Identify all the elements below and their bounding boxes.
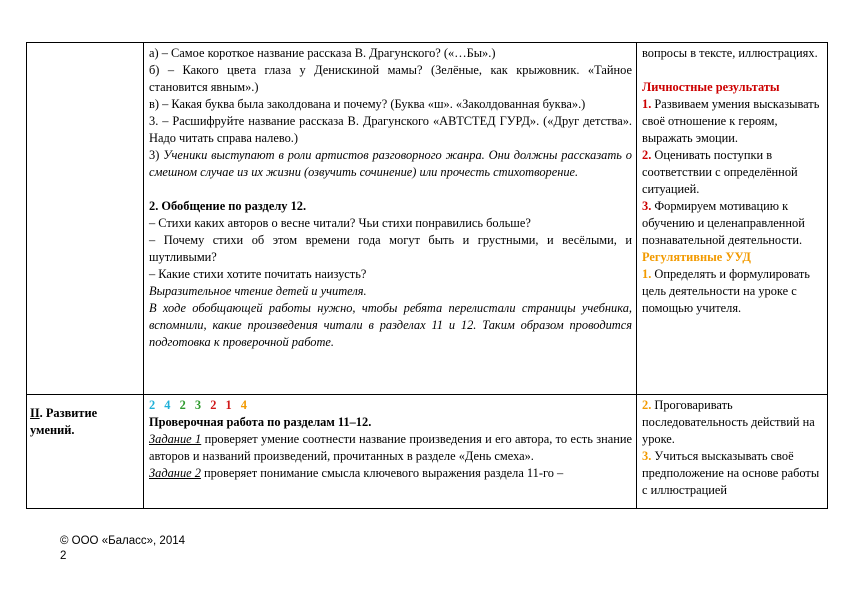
outcome-number: 1. bbox=[642, 267, 652, 281]
outcome-text: Определять и формулировать цель деятельности на уроке с помощью учителя. bbox=[642, 267, 810, 315]
activity-paragraph: а) – Самое короткое название рассказа В. Драгунского? («…Бы».) bbox=[149, 46, 496, 60]
item-text: Ученики выступают в роли артистов разговорного жанра. Они должны рассказать о смешном случае из их жизни (озвучить сочинение) или прочесть стихотворение. bbox=[149, 148, 632, 179]
task-1-label: Задание 1 bbox=[149, 432, 202, 446]
level-number: 2 bbox=[210, 398, 226, 412]
difficulty-levels bbox=[149, 397, 632, 414]
outcome-text: Формируем мотивацию к обучению и целенаправленной познавательной деятельности. bbox=[642, 199, 805, 247]
stage-cell bbox=[27, 43, 144, 395]
personal-results-list bbox=[642, 96, 823, 249]
outcomes-intro: вопросы в тексте, иллюстрациях. bbox=[642, 46, 818, 60]
page-number: 2 bbox=[60, 550, 67, 562]
regulative-uud-list bbox=[642, 266, 823, 317]
outcomes-text bbox=[637, 395, 827, 499]
stage-label bbox=[27, 395, 143, 439]
activity-cell bbox=[144, 43, 637, 395]
stage-roman-numeral: II bbox=[30, 406, 40, 420]
activity-paragraph bbox=[149, 147, 632, 181]
table-row bbox=[27, 395, 828, 509]
activity-paragraph: 3. – Расшифруйте название рассказа В. Драгунского «АВТСТЕД ГУРД». («Друг детства». Надо читать справа налево.) bbox=[149, 114, 632, 145]
activity-paragraph: 2. Обобщение по разделу 12. bbox=[149, 199, 307, 213]
stage-cell bbox=[27, 395, 144, 509]
activity-paragraph: Выразительное чтение детей и учителя. bbox=[149, 284, 367, 298]
task-2-label: Задание 2 bbox=[149, 466, 201, 480]
test-heading: Проверочная работа по разделам 11–12. bbox=[149, 415, 372, 429]
outcome-number: 2. bbox=[642, 148, 652, 162]
activity-text bbox=[144, 43, 636, 351]
activity-paragraph: – Стихи каких авторов о весне читали? Чьи стихи понравились больше? bbox=[149, 216, 531, 230]
outcome-text: Развиваем умения высказывать своё отношение к героям, выражать эмоции. bbox=[642, 97, 820, 145]
outcome-item bbox=[642, 198, 823, 249]
activity-text bbox=[144, 395, 636, 482]
activity-cell bbox=[144, 395, 637, 509]
stage-title: . Развитие умений. bbox=[30, 406, 98, 437]
level-number: 3 bbox=[194, 398, 211, 412]
activity-paragraph: – Почему стихи об этом времени года могут быть и грустными, и весёлыми, и шутливыми? bbox=[149, 233, 632, 264]
level-number: 1 bbox=[225, 398, 241, 412]
copyright-footer: © ООО «Баласс», 2014 bbox=[60, 535, 186, 547]
outcomes-text bbox=[637, 43, 827, 317]
outcome-number: 3. bbox=[642, 199, 652, 213]
level-number: 4 bbox=[240, 398, 250, 412]
table-row bbox=[27, 43, 828, 395]
outcome-number: 3. bbox=[642, 449, 652, 463]
outcome-text: Учиться высказывать своё предположение на основе работы с иллюстрацией bbox=[642, 449, 820, 497]
outcome-item bbox=[642, 96, 823, 147]
outcome-text: Проговаривать последовательность действий на уроке. bbox=[642, 398, 815, 446]
level-number: 2 bbox=[149, 398, 165, 412]
task-1-text: проверяет умение соотнести название произведения и его автора, то есть знание авторов и названий произведений, прочитанных в разделе «День смеха». bbox=[149, 432, 632, 463]
regulative-uud-heading: Регулятивные УУД bbox=[642, 250, 751, 264]
item-number: 3) bbox=[149, 148, 164, 162]
outcome-number: 1. bbox=[642, 97, 652, 111]
task-2-text: проверяет понимание смысла ключевого выражения раздела 11-го – bbox=[200, 466, 564, 480]
outcome-number: 2. bbox=[642, 398, 652, 412]
activity-paragraph: – Какие стихи хотите почитать наизусть? bbox=[149, 267, 367, 281]
activity-paragraph: б) – Какого цвета глаза у Денискиной мамы? (Зелёные, как крыжовник. «Тайное становится явным».) bbox=[149, 63, 632, 94]
outcomes-cell bbox=[637, 43, 828, 395]
spacer bbox=[149, 181, 632, 198]
lesson-plan-table bbox=[26, 42, 828, 509]
outcome-text: Оценивать поступки в соответствии с определённой ситуацией. bbox=[642, 148, 798, 196]
activity-paragraph: В ходе обобщающей работы нужно, чтобы ребята перелистали страницы учебника, вспомнили, какие произведения читали в разделах 11 и 12. Таким образом проводится подготовка к проверочной работе. bbox=[149, 301, 632, 349]
outcome-item bbox=[642, 397, 823, 448]
activity-paragraph: в) – Какая буква была заколдована и почему? (Буква «ш». «Заколдованная буква».) bbox=[149, 97, 586, 111]
outcome-item bbox=[642, 448, 823, 499]
personal-results-heading: Личностные результаты bbox=[642, 80, 780, 94]
task-2-paragraph bbox=[149, 465, 632, 482]
outcome-item bbox=[642, 147, 823, 198]
level-number: 2 bbox=[179, 398, 195, 412]
level-number: 4 bbox=[164, 398, 180, 412]
task-1-paragraph bbox=[149, 431, 632, 465]
outcome-item bbox=[642, 266, 823, 317]
outcomes-cell bbox=[637, 395, 828, 509]
